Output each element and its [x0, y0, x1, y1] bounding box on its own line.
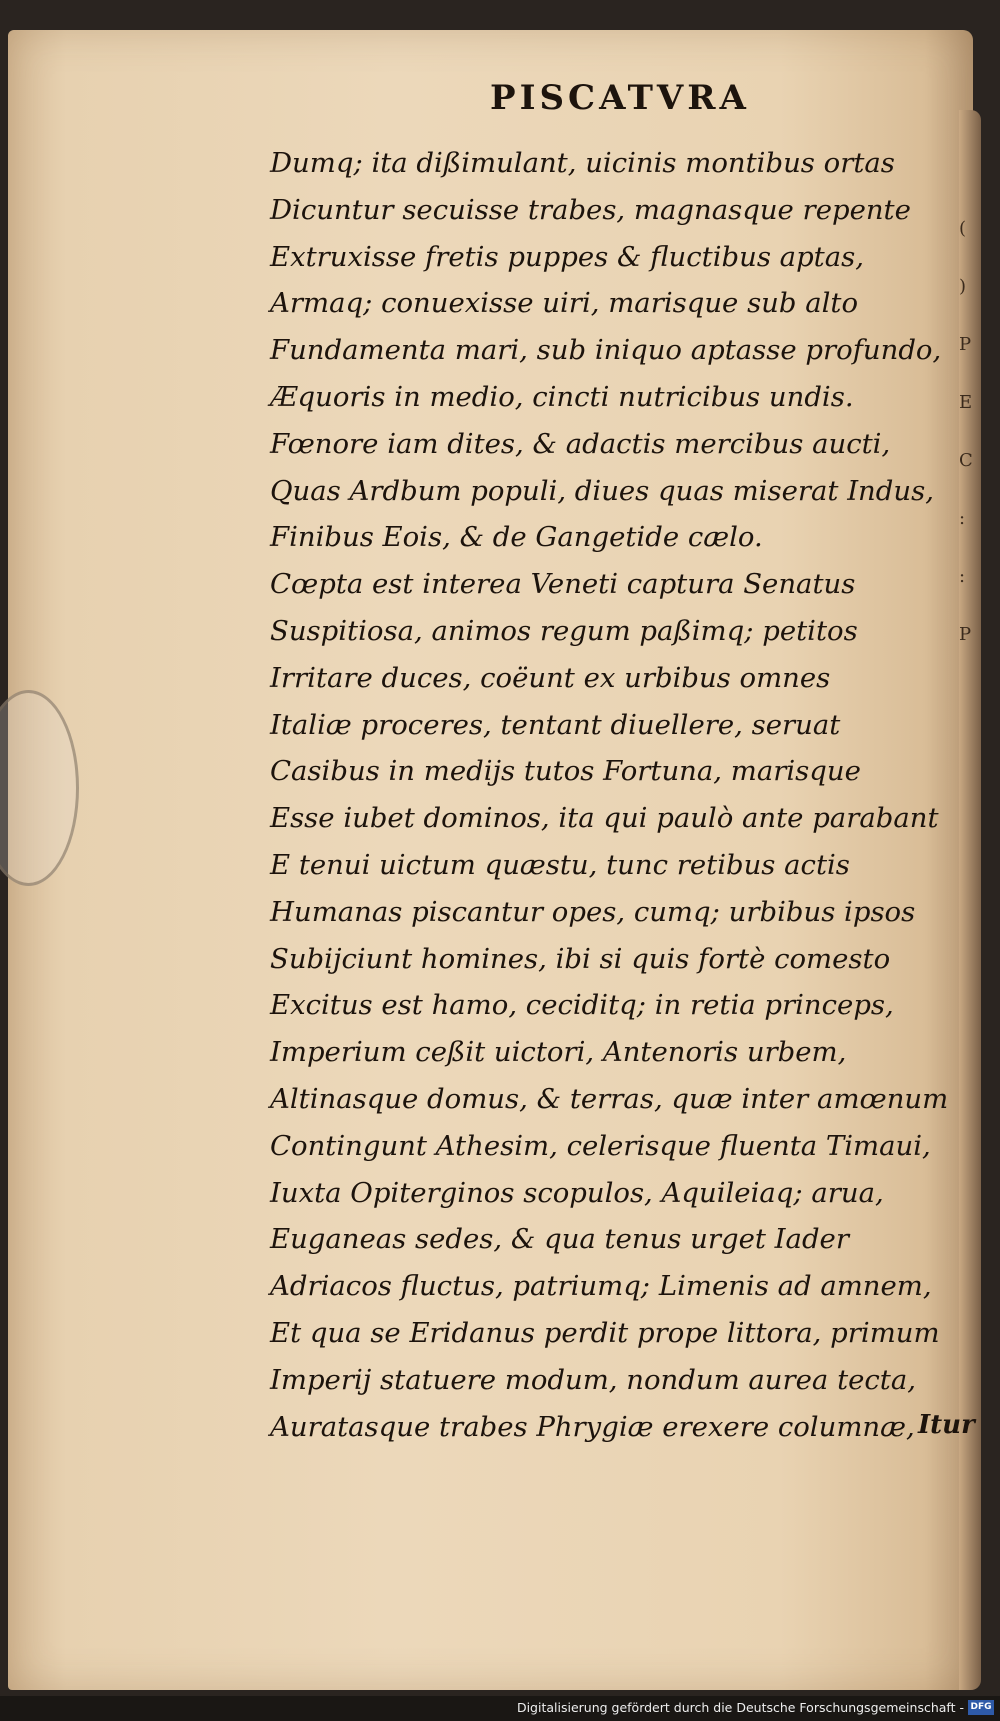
- text-line: Imperium ceßit uictori, Antenoris urbem,: [270, 1036, 847, 1069]
- text-line: Quas Ardbum populi, diues quas miserat Indus,: [270, 474, 934, 507]
- text-line: Casibus in medijs tutos Fortuna, marisque: [270, 755, 861, 788]
- text-line: Excitus est hamo, ceciditq; in retia princeps,: [270, 989, 894, 1022]
- text-line: Et qua se Eridanus perdit prope littora, primum: [270, 1316, 940, 1349]
- text-line: Iuxta Opiterginos scopulos, Aquileiaq; arua,: [270, 1176, 884, 1209]
- text-line: E tenui uictum quæstu, tunc retibus actis: [270, 848, 850, 881]
- text-line: Fœnore iam dites, & adactis mercibus aucti,: [270, 427, 891, 460]
- text-line: Imperij statuere modum, nondum aurea tecta,: [270, 1363, 916, 1396]
- text-line: Altinasque domus, & terras, quæ inter amœnum: [270, 1082, 949, 1115]
- running-header: PISCATVRA: [490, 78, 750, 118]
- digitization-footer: [0, 1696, 1000, 1721]
- poem-text: [270, 140, 950, 1450]
- text-line: Fundamenta mari, sub iniquo aptasse profundo,: [270, 334, 942, 367]
- text-line: Cœpta est interea Veneti captura Senatus: [270, 568, 856, 601]
- text-line: Dicuntur secuisse trabes, magnasque repente: [270, 193, 911, 226]
- text-line: Extruxisse fretis puppes & fluctibus aptas,: [270, 240, 864, 273]
- catchword: Itur: [918, 1410, 975, 1440]
- text-line: Æquoris in medio, cincti nutricibus undis.: [270, 380, 854, 413]
- adjacent-page-marks: ( ) P E C : : P: [959, 218, 973, 645]
- text-line: Euganeas sedes, & qua tenus urget Iader: [270, 1223, 849, 1256]
- text-line: Esse iubet dominos, ita qui paulò ante parabant: [270, 802, 939, 835]
- dfg-logo-icon: DFG: [968, 1700, 994, 1715]
- text-line: Auratasque trabes Phrygiæ erexere columnæ,: [270, 1410, 915, 1443]
- footer-credit: Digitalisierung gefördert durch die Deutsche Forschungsgemeinschaft -: [516, 1700, 964, 1715]
- text-line: Humanas piscantur opes, cumq; urbibus ipsos: [270, 895, 916, 928]
- text-line: Contingunt Athesim, celerisque fluenta Timaui,: [270, 1129, 931, 1162]
- text-line: Subijciunt homines, ibi si quis fortè comesto: [270, 942, 891, 975]
- text-line: Finibus Eois, & de Gangetide cælo.: [270, 521, 763, 554]
- text-line: Dumq; ita dißimulant, uicinis montibus ortas: [270, 147, 895, 179]
- text-line: Suspitiosa, animos regum paßimq; petitos: [270, 614, 858, 647]
- text-line: Adriacos fluctus, patriumq; Limenis ad amnem,: [270, 1270, 932, 1303]
- text-line: Italiæ proceres, tentant diuellere, seruat: [270, 708, 841, 741]
- text-line: Irritare duces, coëunt ex urbibus omnes: [270, 661, 831, 694]
- text-line: Armaq; conuexisse uiri, marisque sub alto: [270, 287, 859, 320]
